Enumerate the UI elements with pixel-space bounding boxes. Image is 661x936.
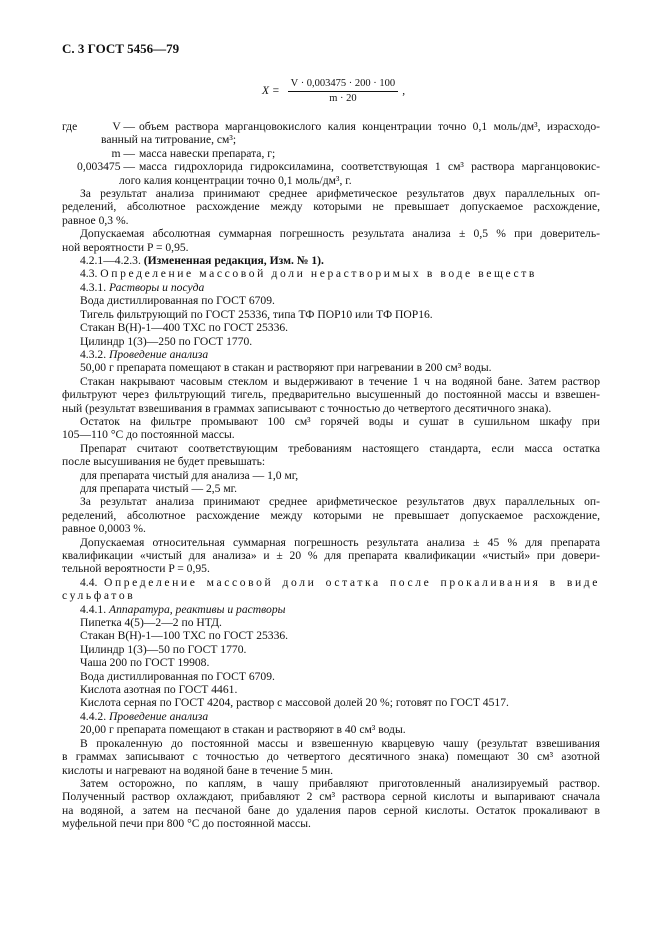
text-line: Стакан В(Н)-1—400 ТХС по ГОСТ 25336.	[80, 321, 289, 335]
text-line: лого калия концентрации точно 0,1 моль/дм³, г.	[119, 173, 352, 187]
text-line: равное 0,0003 %.	[62, 522, 146, 536]
paragraph	[62, 777, 600, 831]
definition-text	[139, 147, 600, 160]
text-line: ной вероятности P = 0,95.	[62, 240, 189, 254]
text-line: ный (результат взвешивания в граммах записывают с точностью до четвертого десятичного знака).	[62, 401, 552, 415]
text-line: В прокаленную до постоянной массы и взвешенную кварцевую чашу (результат взвешивания	[80, 736, 600, 750]
text-line: Затем осторожно, по каплям, в чашу прибавляют приготовленный анализируемый раствор.	[80, 776, 600, 790]
formula	[262, 78, 405, 104]
text-line: 20,00 г препарата помещают в стакан и растворяют в 40 см³ воды.	[80, 723, 406, 737]
text-line: на водяной, а затем на песчаной бане до удаления паров серной кислоты. Остаток прокаливают в	[62, 803, 600, 817]
definition-term: V —	[112, 120, 135, 133]
text-line: Допускаемая абсолютная суммарная погрешность результата анализа ± 0,5 % при доверитель-	[80, 227, 600, 241]
document-body	[62, 120, 600, 831]
paragraph	[62, 308, 600, 321]
paragraph	[62, 643, 600, 656]
section-number: 4.4.	[80, 575, 98, 589]
section-title: Определение массовой доли остатка после прокаливания в виде	[103, 575, 600, 589]
section-heading	[62, 576, 600, 603]
text-line: Вода дистиллированная по ГОСТ 6709.	[80, 669, 275, 683]
definitions-list	[42, 120, 600, 187]
paragraph	[62, 361, 600, 374]
subsection-heading	[62, 348, 600, 361]
definition-item	[42, 120, 600, 147]
text-line: 50,00 г препарата помещают в стакан и растворяют при нагревании в 200 см³ воды.	[80, 361, 492, 375]
subsection-heading	[62, 710, 600, 723]
definition-term: 0,003475 —	[77, 160, 135, 174]
text-line: Полученный раствор охлаждают, прибавляют 2 см³ раствора серной кислоты и выпаривают сначала	[62, 790, 600, 804]
text-line: Допускаемая относительная суммарная погрешность результата анализа ± 45 % для препарата	[80, 535, 600, 549]
text-line: За результат анализа принимают среднее арифметическое результатов двух параллельных оп-	[80, 187, 600, 201]
text-line: равное 0,3 %.	[62, 213, 129, 227]
paragraph	[62, 469, 600, 482]
text-line: в граммах записывают с точностью до четвертого десятичного знака) помещают 30 см³ азотной	[62, 750, 600, 764]
heading-line	[62, 267, 600, 280]
text-line: для препарата чистый — 2,5 мг.	[80, 481, 238, 495]
definition-item	[42, 160, 600, 187]
text-line: после высушивания не будет превышать:	[62, 455, 266, 469]
subsection-title: Проведение анализа	[109, 709, 209, 723]
paragraph	[62, 187, 600, 227]
paragraph	[62, 335, 600, 348]
subsection-heading	[62, 603, 600, 616]
subsection-title: Аппаратура, реактивы и растворы	[109, 602, 286, 616]
paragraph	[62, 375, 600, 415]
section-number: 4.3.2.	[80, 347, 107, 361]
heading-line	[62, 576, 600, 589]
formula-numerator: V · 0,003475 · 200 · 100	[288, 78, 399, 92]
definition-text	[101, 120, 600, 147]
text-line: ванный на титрование, см³;	[101, 133, 237, 147]
definition-term: m —	[111, 146, 135, 160]
formula-fraction	[288, 78, 399, 104]
paragraph	[62, 656, 600, 669]
definition-text	[119, 160, 600, 187]
section-number: 4.3.1.	[80, 280, 107, 294]
text-line: муфельной печи при 800 °С до постоянной массы.	[62, 817, 311, 831]
paragraph	[62, 415, 600, 442]
text-line: тельной вероятности P = 0,95.	[62, 562, 210, 576]
subsection-title: Растворы и посуда	[109, 280, 205, 294]
text-line: Цилиндр 1(3)—250 по ГОСТ 1770.	[80, 334, 253, 348]
paragraph	[62, 442, 600, 469]
section-title: сульфатов	[62, 589, 136, 603]
section-number: 4.4.1.	[80, 602, 107, 616]
text-line: для препарата чистый для анализа — 1,0 мг,	[80, 468, 299, 482]
paragraph	[62, 321, 600, 334]
text-line: 105—110 °С до постоянной массы.	[62, 428, 235, 442]
section-heading	[62, 267, 600, 280]
paragraph	[62, 495, 600, 535]
text-line: Тигель фильтрующий по ГОСТ 25336, типа ТФ ПОР10 или ТФ ПОР16.	[80, 307, 433, 321]
definition-item	[42, 147, 600, 160]
text-line: Вода дистиллированная по ГОСТ 6709.	[80, 294, 275, 308]
subsection-title: Проведение анализа	[109, 347, 209, 361]
section-title: Определение массовой доли нерастворимых в воде веществ	[100, 267, 538, 281]
text-line: кислоты и нагревают на водяной бане в течение 5 мин.	[62, 763, 334, 777]
paragraph	[62, 683, 600, 696]
paragraph	[62, 482, 600, 495]
paragraph	[62, 696, 600, 709]
section-number: 4.2.1—4.2.3.	[80, 254, 141, 268]
paragraph	[62, 294, 600, 307]
paragraph	[62, 536, 600, 576]
formula-lhs: X =	[262, 85, 280, 97]
amendment-note	[62, 254, 600, 267]
paragraph	[62, 670, 600, 683]
subsection-heading	[62, 281, 600, 294]
paragraph	[62, 629, 600, 642]
text-line: Чаша 200 по ГОСТ 19908.	[80, 656, 210, 670]
section-number: 4.4.2.	[80, 709, 107, 723]
text-line: объем раствора марганцовокислого калия концентрации точно 0,1 моль/дм³, израсходо-	[139, 120, 600, 133]
text-line: Кислота серная по ГОСТ 4204, раствор с массовой долей 20 %; готовят по ГОСТ 4517.	[80, 696, 509, 710]
heading-line	[62, 589, 600, 602]
text-line: Цилиндр 1(3)—50 по ГОСТ 1770.	[80, 642, 247, 656]
text-line: ределений, абсолютное расхождение между которыми не превышает допускаемое расхождение,	[62, 200, 600, 214]
text-line: Стакан накрывают часовым стеклом и выдерживают в течение 1 ч на водяной бане. Затем раствор	[80, 374, 600, 388]
text-line: Пипетка 4(5)—2—2 по НТД.	[80, 616, 222, 630]
text-line: Кислота азотная по ГОСТ 4461.	[80, 683, 238, 697]
text-line: масса навески препарата, г;	[139, 146, 276, 160]
text-line: фильтруют через фильтрующий тигель, предварительно высушенный до постоянной массы и взвешен-	[62, 388, 600, 402]
subsection-title: (Измененная редакция, Изм. № 1).	[143, 254, 324, 268]
formula-tail: ,	[402, 85, 406, 97]
paragraph	[62, 737, 600, 777]
text-line: квалификации «чистый для анализа» и ± 20 % для препарата квалификации «чистый» при довери-	[62, 549, 600, 562]
text-line: Стакан В(Н)-1—100 ТХС по ГОСТ 25336.	[80, 629, 289, 643]
where-label: где	[62, 120, 78, 133]
formula-denominator: m · 20	[329, 93, 357, 104]
section-number: 4.3.	[80, 267, 98, 281]
paragraph	[62, 723, 600, 736]
page-header: С. 3 ГОСТ 5456—79	[62, 41, 180, 56]
text-line: Остаток на фильтре промывают 100 см³ горячей воды и сушат в сушильном шкафу при	[80, 414, 600, 428]
paragraph	[62, 227, 600, 254]
text-line: За результат анализа принимают среднее арифметическое результатов двух параллельных оп-	[80, 495, 600, 509]
text-line: Препарат считают соответствующим требованиям настоящего стандарта, если масса остатка	[80, 441, 600, 455]
text-line: ределений, абсолютное расхождение между которыми не превышает допускаемое расхождение,	[62, 508, 600, 522]
text-line: масса гидрохлорида гидроксиламина, соответствующая 1 см³ раствора марганцовокис-	[139, 160, 600, 174]
paragraph	[62, 616, 600, 629]
